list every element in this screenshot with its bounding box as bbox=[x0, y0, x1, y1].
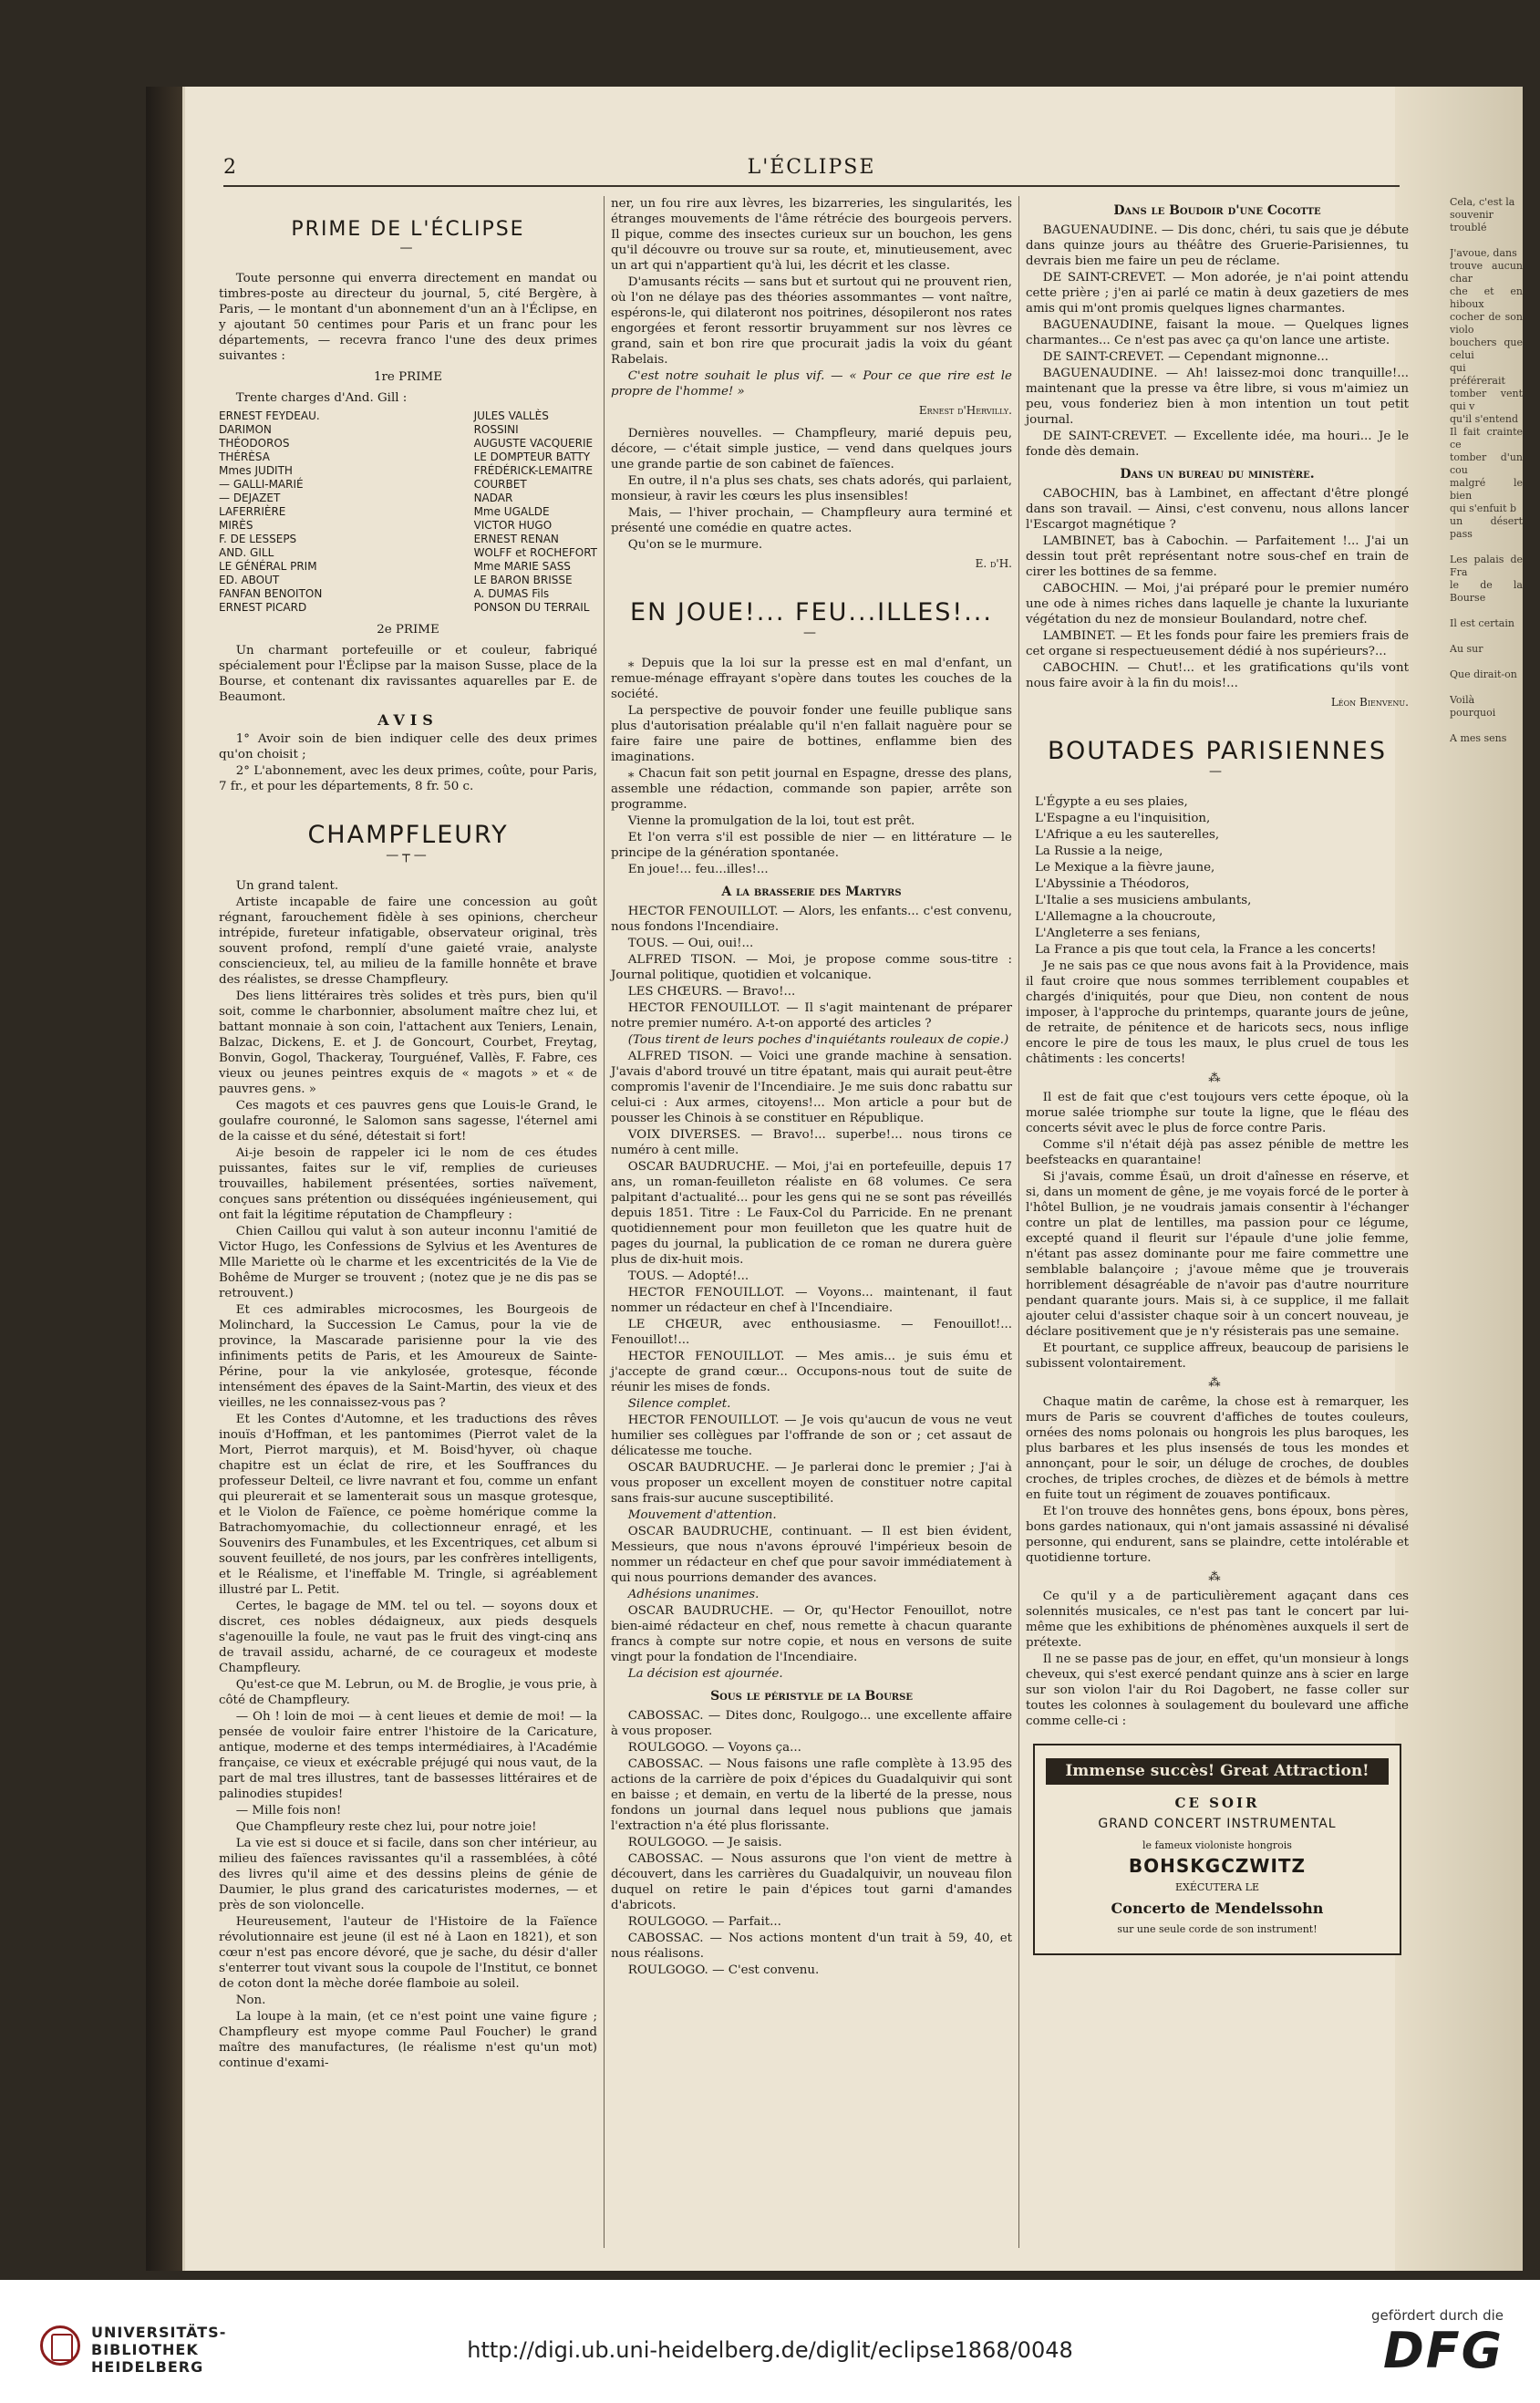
dialogue: TOUS. — Adopté!... bbox=[627, 1269, 749, 1283]
separator-stars: ⁂ bbox=[1208, 1376, 1226, 1390]
facing-page-line: J'avoue, dans bbox=[1450, 247, 1517, 259]
separator-stars: ⁂ bbox=[1208, 1570, 1226, 1584]
dialogue: DE SAINT-CREVET. — Excellente idée, ma houri... Je le fonde dès demain. bbox=[1026, 430, 1409, 459]
scene-heading: Dans le Boudoir d'une Cocotte bbox=[1113, 203, 1321, 218]
verse-line: L'Italie a ses musiciens ambulants, bbox=[1035, 894, 1252, 907]
funded-by-text: gefördert durch die bbox=[1371, 2307, 1504, 2324]
facing-page-line: Cela, c'est la bbox=[1450, 196, 1515, 208]
caricature-name: LE BARON BRISSE bbox=[473, 574, 573, 586]
dialogue: OSCAR BAUDRUCHE. — Je parlerai donc le premier ; J'ai à vous proposer un excellent moyen de constituer notre capital sans frais-sur aucune susceptibilité. bbox=[611, 1461, 1012, 1506]
prime1-label: 1re PRIME bbox=[374, 370, 442, 384]
dialogue: VOIX DIVERSES. — Bravo!... superbe!... nous tirons ce numéro à cent mille. bbox=[611, 1128, 1012, 1157]
dialogue: BAGUENAUDINE. — Ah! laissez-moi donc tranquille!... maintenant que la presse va être libre, si vous m'aimiez un peu, vous fonderiez bien à mon intention un tout petit journal. bbox=[1026, 367, 1409, 427]
scene-heading: Sous le péristyle de la Bourse bbox=[710, 1689, 913, 1704]
funding-credit bbox=[1371, 2307, 1504, 2378]
ornament: — bbox=[1209, 764, 1225, 779]
library-name-line: UNIVERSITÄTS- bbox=[91, 2324, 227, 2341]
dialogue: LES CHŒURS. — Bravo!... bbox=[627, 985, 796, 999]
facing-page-line: cocher de son violo bbox=[1450, 311, 1523, 336]
facing-page-line bbox=[1450, 541, 1523, 554]
caricature-name: COURBET bbox=[473, 478, 527, 491]
dialogue: HECTOR FENOUILLOT. — Alors, les enfants... c'est convenu, nous fondons l'Incendiaire. bbox=[611, 905, 1012, 934]
facing-page-line: Voilà pourquoi bbox=[1450, 694, 1496, 719]
verse-line: L'Allemagne a la choucroute, bbox=[1035, 910, 1216, 924]
prime-title: PRIME DE L'ÉCLIPSE bbox=[291, 218, 525, 241]
poster-line: le fameux violoniste hongrois bbox=[1142, 1839, 1292, 1851]
ornament: — bbox=[399, 241, 417, 255]
paragraph: Dernières nouvelles. — Champfleury, marié depuis peu, décore, — c'était simple justice, — vend dans quelques jours une grande partie de son cabinet de faïences. bbox=[611, 427, 1012, 471]
facing-page-line bbox=[1450, 605, 1523, 617]
paragraph: En outre, il n'a plus ses chats, ses chats adorés, qui parlaient, monsieur, à ravir les cœurs les plus insensibles! bbox=[611, 474, 1012, 503]
facing-page-line: le de la Bourse bbox=[1450, 579, 1523, 604]
facing-page-line: tomber d'un cou bbox=[1450, 451, 1523, 476]
poster-line: GRAND CONCERT INSTRUMENTAL bbox=[1098, 1817, 1337, 1831]
verse-line: La Russie a la neige, bbox=[1035, 844, 1163, 858]
facing-page-line: malgré le bien bbox=[1450, 477, 1523, 502]
facing-page-line bbox=[1450, 630, 1523, 643]
caricature-name: Mmes JUDITH bbox=[219, 464, 293, 477]
verse-line: Le Mexique a la fièvre jaune, bbox=[1035, 861, 1215, 875]
paragraph: La vie est si douce et si facile, dans son cher intérieur, au milieu des faïences ravissantes qu'il a rassemblées, à côté des livres qu'il aime et des dessins pleins de génie de Daumier, le plus grand des caricaturistes modernes, — et près de son violoncelle. bbox=[219, 1837, 597, 1912]
boutades-title: BOUTADES PARISIENNES bbox=[1047, 737, 1387, 765]
dialogue: CABOCHIN. — Moi, j'ai préparé pour le premier numéro une ode à nimes riches dans laquelle je chante la luxuriante végétation du nez de monsieur Boulandard, notre chef. bbox=[1026, 582, 1409, 627]
paragraph: — Oh ! loin de moi — à cent lieues et demie de moi! — la pensée de vouloir faire entrer l'histoire de la Caricature, antique, moderne et des temps intermédiaires, à l'Académie française, ce vieux et exécrable préjugé qui nous vaut, de la part de mal tres illustres, tant de bassesses littéraires et de palinodies stupides! bbox=[219, 1710, 597, 1801]
paragraph: Des liens littéraires très solides et très purs, bien qu'il soit, comme le charbonnier, absolument maître chez lui, et battant monnaie à son coin, l'attachent aux Teniers, Lenain, Balzac, Dickens, E. et J. de Goncourt, Courbet, Freytag, Bonvin, Gogol, Thackeray, Tourguénef, Vallès, F. Fabre, ces vieux ou jeunes peintres exquis de « magots » et « de pauvres gens. » bbox=[219, 989, 597, 1096]
paragraph: Et les Contes d'Automne, et les traductions des rêves inouïs d'Hoffman, et les pantomimes (Pierrot valet de la Mort, Pierrot marquis), et M. Boisd'hyver, où chaque chapitre est un éclat de rire, et les Souffrances du professeur Delteil, ce livre navrant et fou, comme un enfant qui pleurerait et se lamenterait sous un masque grotesque, et le Violon de Faïence, ce poème homérique comme la Batrachomyomachie, du collectionneur enragé, et les Souvenirs des Funambules, et les Excentriques, cet album si souvent feuilleté, de nos jours, par les confrères intelligents, et le Réalisme, et l'ineffable M. Tringle, si agréablement illustré par L. Petit. bbox=[219, 1413, 597, 1597]
caricature-name: THÉODOROS bbox=[219, 437, 290, 450]
facing-page-line: qui s'enfuit b bbox=[1450, 502, 1517, 514]
caricature-name: AND. GILL bbox=[219, 546, 274, 559]
paragraph: Un grand talent. bbox=[235, 879, 339, 893]
caricature-name: FANFAN BENOITON bbox=[219, 587, 323, 600]
verse-line: L'Abyssinie a Théodoros, bbox=[1035, 877, 1190, 891]
paragraph: C'est notre souhait le plus vif. — « Pour ce que rire est le propre de l'homme! » bbox=[611, 369, 1012, 399]
dialogue: OSCAR BAUDRUCHE, continuant. — Il est bien évident, Messieurs, que nous n'avons éprouvé l'impérieux besoin de nommer un rédacteur en chef que pour savoir immédiatement à qui nous pourrions demander des avances. bbox=[611, 1525, 1012, 1585]
running-head bbox=[223, 150, 1400, 187]
paragraph: Non. bbox=[235, 1994, 266, 2007]
caricature-name: WOLFF et ROCHEFORT bbox=[473, 546, 597, 559]
dialogue: BAGUENAUDINE. — Dis donc, chéri, tu sais que je débute dans quinze jours au théâtre des Gruerie-Parisiennes, tu devrais bien me faire un peu de réclame. bbox=[1026, 223, 1409, 268]
caricature-name: THÉRÈSA bbox=[219, 451, 270, 463]
facing-page-line: qu'il s'entend bbox=[1450, 413, 1519, 425]
facing-page-line: Il fait crainte ce bbox=[1450, 426, 1523, 451]
column-2 bbox=[611, 196, 1012, 1979]
stage-direction: Adhésions unanimes. bbox=[627, 1588, 760, 1601]
caricature-name: Mme UGALDE bbox=[473, 505, 550, 518]
caricature-name: Mme MARIE SASS bbox=[473, 560, 571, 573]
stage-direction: Mouvement d'attention. bbox=[627, 1508, 777, 1522]
stage-direction: (Tous tirent de leurs poches d'inquiétants rouleaux de copie.) bbox=[627, 1033, 1009, 1047]
column-rule bbox=[1018, 196, 1019, 2248]
paragraph: ⁎ Chacun fait son petit journal en Espagne, dresse des plans, assemble une rédaction, commande son papier, arrête son programme. bbox=[611, 767, 1012, 812]
champfleury-title: CHAMPFLEURY bbox=[307, 821, 509, 849]
dialogue: TOUS. — Oui, oui!... bbox=[627, 937, 754, 950]
dialogue: OSCAR BAUDRUCHE. — Or, qu'Hector Fenouillot, notre bien-aimé rédacteur en chef, nous remette à chacun quarante francs à compte sur notre copie, et nous en versons de suite vingt pour la fondation de l'Incendiaire. bbox=[611, 1604, 1012, 1664]
caricature-name: FRÉDÉRICK-LEMAITRE bbox=[473, 464, 594, 477]
stage-direction: La décision est ajournée. bbox=[627, 1667, 783, 1681]
dialogue: ROULGOGO. — Voyons ça... bbox=[627, 1741, 801, 1755]
paragraph: Artiste incapable de faire une concession au goût régnant, farouchement fidèle à ses opinions, chercheur intrépide, fureteur infatigable, observateur original, très souvent profond, remplí d'une gaieté vraie, analyste consciencieux, tel, au milieu de la famille honnête et brave des réalistes, se dresse Champfleury. bbox=[219, 896, 597, 987]
poster-line: sur une seule corde de son instrument! bbox=[1117, 1923, 1318, 1935]
dfg-logo: DFG bbox=[1382, 2322, 1504, 2379]
facing-page-line: Au sur bbox=[1450, 643, 1483, 655]
paragraph: ⁎ Depuis que la loi sur la presse est en mal d'enfant, un remue-ménage effrayant s'opère dans toutes les couches de la société. bbox=[611, 657, 1012, 701]
scene-heading: Dans un bureau du ministère. bbox=[1120, 467, 1315, 482]
paragraph: Que Champfleury reste chez lui, pour notre joie! bbox=[235, 1820, 537, 1834]
facing-page-line: souvenir troublé bbox=[1450, 209, 1493, 233]
dialogue: CABOCHIN, bas à Lambinet, en affectant d'être plongé dans son travail. — Ainsi, c'est convenu, nous allons lancer l'Escargot magnétique ? bbox=[1026, 487, 1409, 532]
dialogue: ROULGOGO. — Parfait... bbox=[627, 1915, 781, 1929]
facing-page-line bbox=[1450, 656, 1523, 668]
library-name-line: HEIDELBERG bbox=[91, 2358, 204, 2376]
facing-page-line: che et en hiboux bbox=[1450, 285, 1523, 310]
paragraph: Trente charges d'And. Gill : bbox=[235, 391, 408, 405]
paragraph: D'amusants récits — sans but et surtout qui ne prouvent rien, où l'on ne délaye pas des théories assommantes — vont naître, espérons-le, qui dilateront nos poitrines, désopileront nos rates engorgées et feront ressortir bruyamment sur nos lèvres ce grand, sain et bon rire que procurait jadis la voix du géant Rabelais. bbox=[611, 275, 1012, 367]
paragraph: La perspective de pouvoir fonder une feuille publique sans plus d'autorisation préalable qu'il n'en fallait naguère pour se faire faire une paire de bottines, enflamme bien des imaginations. bbox=[611, 704, 1012, 764]
names-right bbox=[474, 409, 597, 615]
paragraph: Et l'on trouve des honnêtes gens, bons époux, bons pères, bons gardes nationaux, qui n'ont jamais assassiné ni dévalisé personne, qui endurent, sans se plaindre, cette intolérable et quotidienne torture. bbox=[1026, 1505, 1409, 1565]
verse-line: L'Afrique a eu les sauterelles, bbox=[1035, 828, 1220, 842]
poster-line: Concerto de Mendelssohn bbox=[1111, 1900, 1324, 1917]
caricature-name: ERNEST PICARD bbox=[219, 601, 307, 614]
dialogue: OSCAR BAUDRUCHE. — Moi, j'ai en portefeuille, depuis 17 ans, un roman-feuilleton réaliste en 68 volumes. Ce sera palpitant d'actualité... pour les gens qui ne se sont pas réveillés depuis 1851. Titre : Le Faux-Col du Parricide. En ne prenant quotidiennement pour mon feuilleton que les quatre huit de pages du journal, la publication de ce roman ne durera guère plus de dix-huit mois. bbox=[611, 1160, 1012, 1267]
signature: Ernest d'Hervilly. bbox=[918, 404, 1012, 417]
paragraph: — Mille fois non! bbox=[235, 1804, 342, 1818]
caricature-name: AUGUSTE VACQUERIE bbox=[473, 437, 594, 450]
facing-page-line bbox=[1450, 681, 1523, 694]
dialogue: DE SAINT-CREVET. — Cependant mignonne... bbox=[1042, 350, 1329, 364]
paragraph: Qu'est-ce que M. Lebrun, ou M. de Broglie, je vous prie, à côté de Champfleury. bbox=[219, 1678, 597, 1707]
signature: E. d'H. bbox=[975, 557, 1012, 570]
journal-title: L'ÉCLIPSE bbox=[747, 156, 876, 179]
paragraph: Ces magots et ces pauvres gens que Louis-le Grand, le goulafre couronné, le Salomon sans sagesse, l'éternel ami de la caisse et du séné, détestait si fort! bbox=[219, 1099, 597, 1144]
paragraph: Vienne la promulgation de la loi, tout est prêt. bbox=[627, 814, 915, 828]
dialogue: CABOSSAC. — Nos actions montent d'un trait à 59, 40, et nous réalisons. bbox=[611, 1932, 1012, 1961]
facing-page-line bbox=[1450, 720, 1523, 732]
paragraph: Toute personne qui enverra directement en mandat ou timbres-poste au directeur du journal, 5, cité Bergère, à Paris, — le montant d'un abonnement d'un an à l'Éclipse, en y ajoutant 50 centimes pour Paris et un franc pour les départements, — recevra franco l'une des deux primes suivantes : bbox=[219, 272, 597, 363]
caricature-name: — GALLI-MARIÉ bbox=[219, 478, 304, 491]
dialogue: ROULGOGO. — Je saisis. bbox=[627, 1836, 782, 1849]
caricature-name: NADAR bbox=[473, 492, 513, 504]
verse-line: L'Égypte a eu ses plaies, bbox=[1035, 795, 1188, 809]
caricature-name: ED. ABOUT bbox=[219, 574, 280, 586]
paragraph: Qu'on se le murmure. bbox=[627, 538, 763, 552]
page-number: 2 bbox=[223, 156, 236, 179]
paragraph: 2° L'abonnement, avec les deux primes, coûte, pour Paris, 7 fr., et pour les départements, 8 fr. 50 c. bbox=[219, 764, 597, 793]
paragraph: Et pourtant, ce supplice affreux, beaucoup de parisiens le subissent volontairement. bbox=[1026, 1341, 1409, 1371]
paragraph: Ai-je besoin de rappeler ici le nom de ces études puissantes, faites sur le vif, remplies de curieuses trouvailles, habilement présentées, sorties naïvement, conçues sans prétention ou disséquées ingénieusement, qui ont fait la légitime réputation de Champfleury : bbox=[219, 1146, 597, 1222]
poster-headline: Immense succès! Great Attraction! bbox=[1046, 1758, 1389, 1785]
caricature-name: MIRÈS bbox=[219, 519, 253, 532]
caricature-name: LAFERRIÈRE bbox=[219, 505, 286, 518]
dialogue: CABOSSAC. — Dites donc, Roulgogo... une excellente affaire à vous proposer. bbox=[611, 1709, 1012, 1738]
paragraph: 1° Avoir soin de bien indiquer celle des deux primes qu'on choisit ; bbox=[219, 732, 597, 761]
book-spine bbox=[146, 87, 182, 2271]
dialogue: CABOCHIN. — Chut!... et les gratifications qu'ils vont nous faire avoir à la fin du mois!... bbox=[1026, 661, 1409, 690]
library-name-line: BIBLIOTHEK bbox=[91, 2341, 199, 2358]
concert-poster bbox=[1033, 1744, 1401, 1955]
paragraph: Un charmant portefeuille or et couleur, fabriqué spécialement pour l'Éclipse par la maison Susse, place de la Bourse, et contenant dix ravissantes aquarelles par E. de Beaumont. bbox=[219, 644, 597, 704]
ornament: — bbox=[803, 626, 820, 640]
column-1 bbox=[219, 196, 597, 2072]
caricature-name: LE GÉNÉRAL PRIM bbox=[219, 560, 317, 573]
facing-page-line: Il est certain bbox=[1450, 617, 1514, 629]
poster-line: EXÉCUTERA LE bbox=[1174, 1881, 1259, 1893]
poster-line: CE SOIR bbox=[1174, 1795, 1260, 1811]
poster-performer: BOHSKGCZWITZ bbox=[1128, 1855, 1307, 1877]
dialogue: LAMBINET. — Et les fonds pour faire les premiers frais de cet organe si respectueusement dédié à nos supérieurs?... bbox=[1026, 629, 1409, 658]
dialogue: BAGUENAUDINE, faisant la moue. — Quelques lignes charmantes... Ce n'est pas avec ça qu'on lance une artiste. bbox=[1026, 318, 1409, 347]
verse-line: La France a pis que tout cela, la France a les concerts! bbox=[1035, 943, 1377, 957]
stage-direction: Silence complet. bbox=[627, 1397, 731, 1411]
caricature-name: LE DOMPTEUR BATTY bbox=[473, 451, 591, 463]
viewer-footer bbox=[0, 2280, 1540, 2403]
verse-block bbox=[1026, 794, 1409, 958]
verse-line: L'Angleterre a ses fenians, bbox=[1035, 927, 1201, 940]
dialogue: HECTOR FENOUILLOT. — Mes amis... je suis ému et j'accepte de grand cœur... Occupons-nous tout de suite de réunir les mises de fonds. bbox=[611, 1350, 1012, 1394]
paragraph: Ce qu'il y a de particulièrement agaçant dans ces solennités musicales, ce n'est pas tant le concert par lui-même que les exhibitions de phénomènes auxquels il sert de prétexte. bbox=[1026, 1590, 1409, 1650]
paragraph: Heureusement, l'auteur de l'Histoire de la Faïence révolutionnaire est jeune (il est né à Laon en 1821), et son cœur n'est pas encore dévoré, que je sache, du désir d'aller s'enterrer tout vivant sous la coupole de l'Institut, ce bonnet de coton dont la mèche dorée flamboie au soleil. bbox=[219, 1915, 597, 1991]
caricature-name: PONSON DU TERRAIL bbox=[473, 601, 590, 614]
permalink[interactable]: http://digi.ub.uni-heidelberg.de/diglit/eclipse1868/0048 bbox=[467, 2337, 1073, 2363]
dialogue: CABOSSAC. — Nous assurons que l'on vient de mettre à découvert, dans les carrières du Guadalquivir, un nouveau filon duquel on retire le pain d'épices tout garni d'amandes d'abricots. bbox=[611, 1852, 1012, 1912]
caricature-name: JULES VALLÈS bbox=[473, 409, 549, 422]
dialogue: LE CHŒUR, avec enthousiasme. — Fenouillot!... Fenouillot!... bbox=[611, 1318, 1012, 1347]
paragraph: En joue!... feu...illes!... bbox=[627, 863, 769, 876]
prime2-label: 2e PRIME bbox=[377, 623, 439, 637]
dialogue: HECTOR FENOUILLOT. — Je vois qu'aucun de vous ne veut humilier ses collègues par l'offrande de son or ; cet assaut de délicatesse me touche. bbox=[611, 1414, 1012, 1458]
paragraph: Si j'avais, comme Ésaü, un droit d'aînesse en réserve, et si, dans un moment de gêne, je me voyais forcé de le porter à l'hôtel Bullion, je ne voudrais jamais consentir à l'échanger contre un plat de lentilles, ma passion pour ce légume, excepté quand il fleurit sur l'épaule d'une jolie femme, n'étant pas assez dominante pour me faire commettre une semblable balançoire ; j'avoue même que je trouverais horriblement désagréable de n'avoir pas d'autre nourriture pendant quarante jours. Mais si, à ce supplice, il me fallait ajouter celui d'assister chaque soir à un concert nouveau, je déclare positivement que je n'y résisterais pas une semaine. bbox=[1026, 1170, 1409, 1339]
facing-page-line: A mes sens bbox=[1450, 732, 1507, 744]
facing-page-line: Les palais de Fra bbox=[1450, 554, 1523, 578]
caricature-name: DARIMON bbox=[219, 423, 272, 436]
dialogue: LAMBINET, bas à Cabochin. — Parfaitement !... J'ai un dessin tout prêt représentant notre sous-chef en train de cirer les bottines de sa femme. bbox=[1026, 534, 1409, 579]
paragraph: Et ces admirables microcosmes, les Bourgeois de Molinchard, la Succession Le Camus, pour la vie de province, la Mascarade parisienne pour la vie des infiniments petits de Paris, et les Amoureux de Sainte-Périne, pour la vie ankylosée, grotesque, féconde intensément des épaves de la Saint-Martin, des vieux et des vieilles, ne les connaissez-vous pas ? bbox=[219, 1303, 597, 1410]
dialogue: ALFRED TISON. — Voici une grande machine à sensation. J'avais d'abord trouvé un titre épatant, mais qui aurait peut-être compromis l'avenir de l'Incendiaire. Je me suis donc rabattu sur celui-ci : Aux armes, citoyens!... Mon article a pour but de pousser les Chinois à se constituer en République. bbox=[611, 1050, 1012, 1125]
paragraph: Il est de fait que c'est toujours vers cette époque, où la morue salée triomphe sur toute la ligne, que le fléau des concerts sévit avec le plus de force contre Paris. bbox=[1026, 1091, 1409, 1135]
paragraph: Et l'on verra s'il est possible de nier — en littérature — le principe de la génération spontanée. bbox=[611, 831, 1012, 860]
paragraph: Certes, le bagage de MM. tel ou tel. — soyons doux et discret, ces nobles dédaigneux, aux pieds desquels s'agenouille la foule, ne vaut pas le fruit des vingt-cinq ans de travail assidu, acharné, de ce courageux et modeste Champfleury. bbox=[219, 1600, 597, 1675]
column-rule bbox=[604, 196, 605, 2248]
facing-page-line bbox=[1450, 234, 1523, 247]
facing-page-line: Que dirait-on bbox=[1450, 668, 1517, 680]
dialogue: CABOSSAC. — Nous faisons une rafle complète à 13.95 des actions de la carrière de poix d'épices du Guadalquivir qui sont en baisse ; et demain, en vertu de la liberté de la presse, nous fondons un journal dans lequel nous publions que jamais l'extraction n'a été plus florissante. bbox=[611, 1757, 1012, 1833]
caricature-name: ROSSINI bbox=[473, 423, 519, 436]
facing-page-line: tomber vent qui v bbox=[1450, 388, 1523, 412]
caricature-name: VICTOR HUGO bbox=[473, 519, 553, 532]
facing-page-line: un désert pass bbox=[1450, 515, 1523, 540]
feuilles-title: EN JOUE!... FEU...ILLES!... bbox=[630, 598, 993, 627]
facing-page-line: qui préférerait bbox=[1450, 362, 1505, 387]
caricature-name: A. DUMAS Fils bbox=[473, 587, 550, 600]
paragraph: Il ne se passe pas de jour, en effet, qu'un monsieur à longs cheveux, qui s'est exercé pendant quinze ans à scier en large sur son violon l'air du Roi Dagobert, ne fasse coller sur toutes les colonnes à soulagement du boulevard une affiche comme celle-ci : bbox=[1026, 1652, 1409, 1728]
dialogue: ROULGOGO. — C'est convenu. bbox=[627, 1963, 820, 1977]
signature: Léon Bienvenu. bbox=[1330, 696, 1409, 709]
caricature-name: ERNEST FEYDEAU. bbox=[219, 409, 320, 422]
caricature-name: — DEJAZET bbox=[219, 492, 281, 504]
facing-page-line: bouchers que celui bbox=[1450, 337, 1523, 361]
scene-heading: A la brasserie des Martyrs bbox=[721, 885, 902, 899]
paragraph: ner, un fou rire aux lèvres, les bizarreries, les singularités, les étranges mouvements de l'âme rétrécie des bourgeois pervers. Il pique, comme des insectes curieux sur un bouchon, les gens qu'il découvre ou trouve sur sa route, et, minutieusement, avec un art qui n'appartient qu'à lui, les décrit et les classe. bbox=[611, 197, 1012, 273]
dialogue: DE SAINT-CREVET. — Mon adorée, je n'ai point attendu cette prière ; j'en ai parlé ce matin à deux gazetiers de mes amis qui m'ont promis quelques lignes charmantes. bbox=[1026, 271, 1409, 316]
column-3 bbox=[1026, 196, 1409, 1955]
avis-label: AVIS bbox=[377, 711, 439, 729]
facing-page-line: trouve aucun char bbox=[1450, 260, 1523, 285]
dialogue: ALFRED TISON. — Moi, je propose comme sous-titre : Journal politique, quotidien et volcanique. bbox=[611, 953, 1012, 982]
paragraph: Je ne sais pas ce que nous avons fait à la Providence, mais il faut croire que nous sommes terriblement coupables et chargés d'iniquités, pour que Dieu, non content de nous imposer, à l'approche du printemps, quarante jours de jeûne, de retraite, de pénitence et de haricots secs, nous inflige encore le pire de tous les maux, le plus cruel de tous les châtiments : les concerts! bbox=[1026, 959, 1409, 1066]
paragraph: La loupe à la main, (et ce n'est point une vaine figure ; Champfleury est myope comme Paul Foucher) le grand maître des manufactures, (le réalisme n'est qu'un mot) continue d'exami- bbox=[219, 2010, 597, 2070]
caricature-list bbox=[219, 409, 597, 615]
separator-stars: ⁂ bbox=[1208, 1072, 1226, 1085]
paragraph: Chaque matin de carême, la chose est à remarquer, les murs de Paris se couvrent d'affiches de toutes couleurs, ornées des noms polonais ou hongrois les plus baroques, les plus barbares et les plus insensés de tous les mondes et annonçant, pour le soir, un déluge de croches, de doubles croches, de triples croches, de dièzes et de bémols à mettre en fuite tout un régiment de zouaves pontificaux. bbox=[1026, 1395, 1409, 1502]
caricature-name: F. DE LESSEPS bbox=[219, 533, 297, 545]
dialogue: HECTOR FENOUILLOT. — Voyons... maintenant, il faut nommer un rédacteur en chef à l'Incendiaire. bbox=[611, 1286, 1012, 1315]
ornament: —┬— bbox=[386, 848, 430, 863]
facing-page-fragment bbox=[1450, 196, 1523, 2257]
paragraph: Mais, — l'hiver prochain, — Champfleury aura terminé et présenté une comédie en quatre actes. bbox=[611, 506, 1012, 535]
paragraph: Chien Caillou qui valut à son auteur inconnu l'amitié de Victor Hugo, les Confessions de Sylvius et les Aventures de Mlle Mariette où le charme et les excentricités de la Vie de Bohême de Murger se trouvent ; (notez que je ne dis pas se retrouvent.) bbox=[219, 1225, 597, 1300]
names-left bbox=[219, 409, 322, 615]
paragraph: Comme s'il n'était déjà pas assez pénible de mettre les beefsteacks en quarantaine! bbox=[1026, 1138, 1409, 1167]
dialogue: HECTOR FENOUILLOT. — Il s'agit maintenant de préparer notre premier numéro. A-t-on apporté des articles ? bbox=[611, 1001, 1012, 1031]
verse-line: L'Espagne a eu l'inquisition, bbox=[1035, 812, 1211, 825]
caricature-name: ERNEST RENAN bbox=[473, 533, 559, 545]
